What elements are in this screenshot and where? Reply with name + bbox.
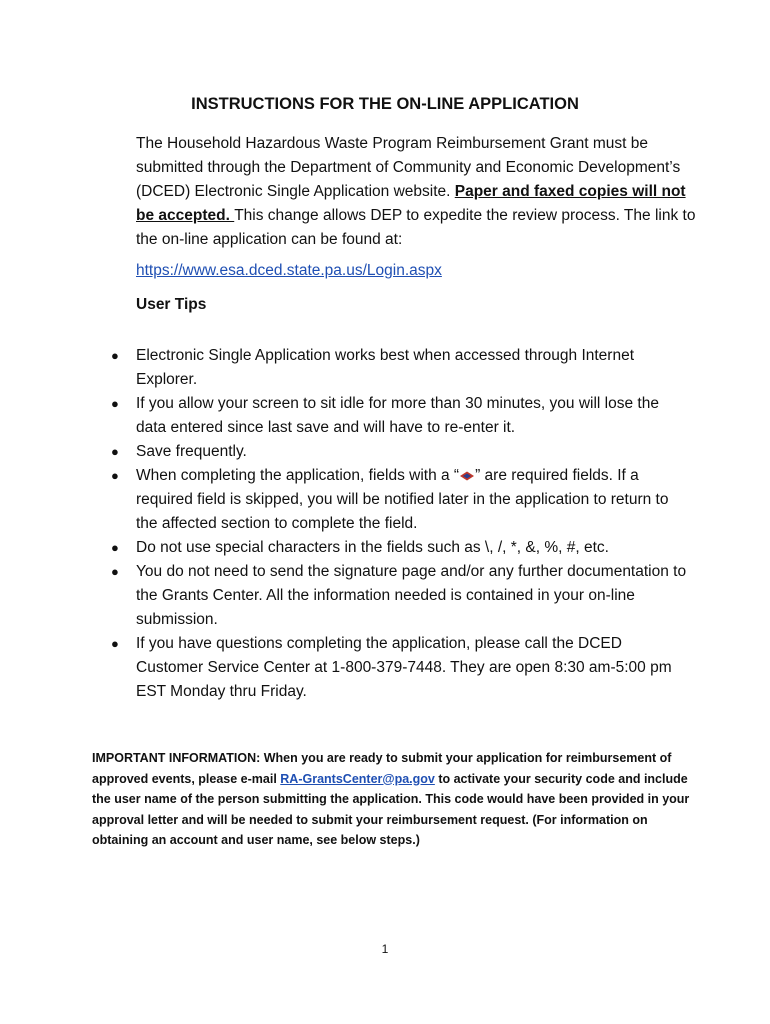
tip-text: If you allow your screen to sit idle for more than 30 minutes, you will lose the data entered since last save and will have to re-enter it. <box>136 395 659 436</box>
bullet-icon: ● <box>111 396 119 411</box>
page-number: 1 <box>381 942 389 956</box>
list-item <box>108 392 688 440</box>
required-field-diamond-icon <box>459 465 475 475</box>
bullet-icon: ● <box>111 468 119 483</box>
important-information <box>92 748 692 851</box>
intro-emphasis: Paper and faxed copies will not be accepted. <box>136 183 686 224</box>
tips-heading: User Tips <box>136 296 207 313</box>
bullet-icon: ● <box>111 540 119 555</box>
list-item <box>108 536 688 560</box>
tip-text: Electronic Single Application works best when accessed through Internet Explorer. <box>136 347 635 388</box>
tip-text: Save frequently. <box>136 443 247 460</box>
tips-list <box>108 344 688 704</box>
intro-text-part1: The Household Hazardous Waste Program Reimbursement Grant must be submitted through the Department of Community and Economic Development’s (DCED) Electronic Single Application website. <box>136 135 681 200</box>
tip-text: If you have questions completing the application, please call the DCED Customer Service Center at 1-800-379-7448. They are open 8:30 am-5:00 pm EST Monday thru Friday. <box>136 635 672 700</box>
tip-text-after-icon: ” are required fields. If a required field is skipped, you will be notified later in the application to return to the affected section to complete the field. <box>136 467 669 532</box>
bullet-icon: ● <box>111 564 119 579</box>
tip-text: Do not use special characters in the fields such as \, /, *, &, %, #, etc. <box>136 539 609 556</box>
list-item <box>108 344 688 392</box>
important-text-before: IMPORTANT INFORMATION: When you are ready to submit your application for reimbursement of approved events, please e-mail <box>92 751 672 786</box>
list-item <box>108 464 688 536</box>
list-item <box>108 632 688 704</box>
list-item <box>108 440 688 464</box>
important-text-after: to activate your security code and include the user name of the person submitting the application. This code would have been provided in your approval letter and will be needed to submit your reimbursement request. (For information on obtaining an account and user name, see below steps.) <box>92 771 690 848</box>
application-link[interactable]: https://www.esa.dced.state.pa.us/Login.aspx <box>136 262 442 279</box>
bullet-icon: ● <box>111 636 119 651</box>
intro-text-part2: This change allows DEP to expedite the review process. The link to the on-line application can be found at: <box>136 207 696 248</box>
bullet-icon: ● <box>111 348 119 363</box>
page-title: INSTRUCTIONS FOR THE ON-LINE APPLICATION <box>191 95 579 113</box>
intro-paragraph <box>136 132 696 252</box>
bullet-icon: ● <box>111 444 119 459</box>
tip-text-before-icon: When completing the application, fields with a “ <box>136 467 460 484</box>
tip-text: You do not need to send the signature page and/or any further documentation to the Grants Center. All the information needed is contained in your on-line submission. <box>136 563 687 628</box>
grants-center-email-link[interactable]: RA-GrantsCenter@pa.gov <box>280 771 435 786</box>
list-item <box>108 560 688 632</box>
